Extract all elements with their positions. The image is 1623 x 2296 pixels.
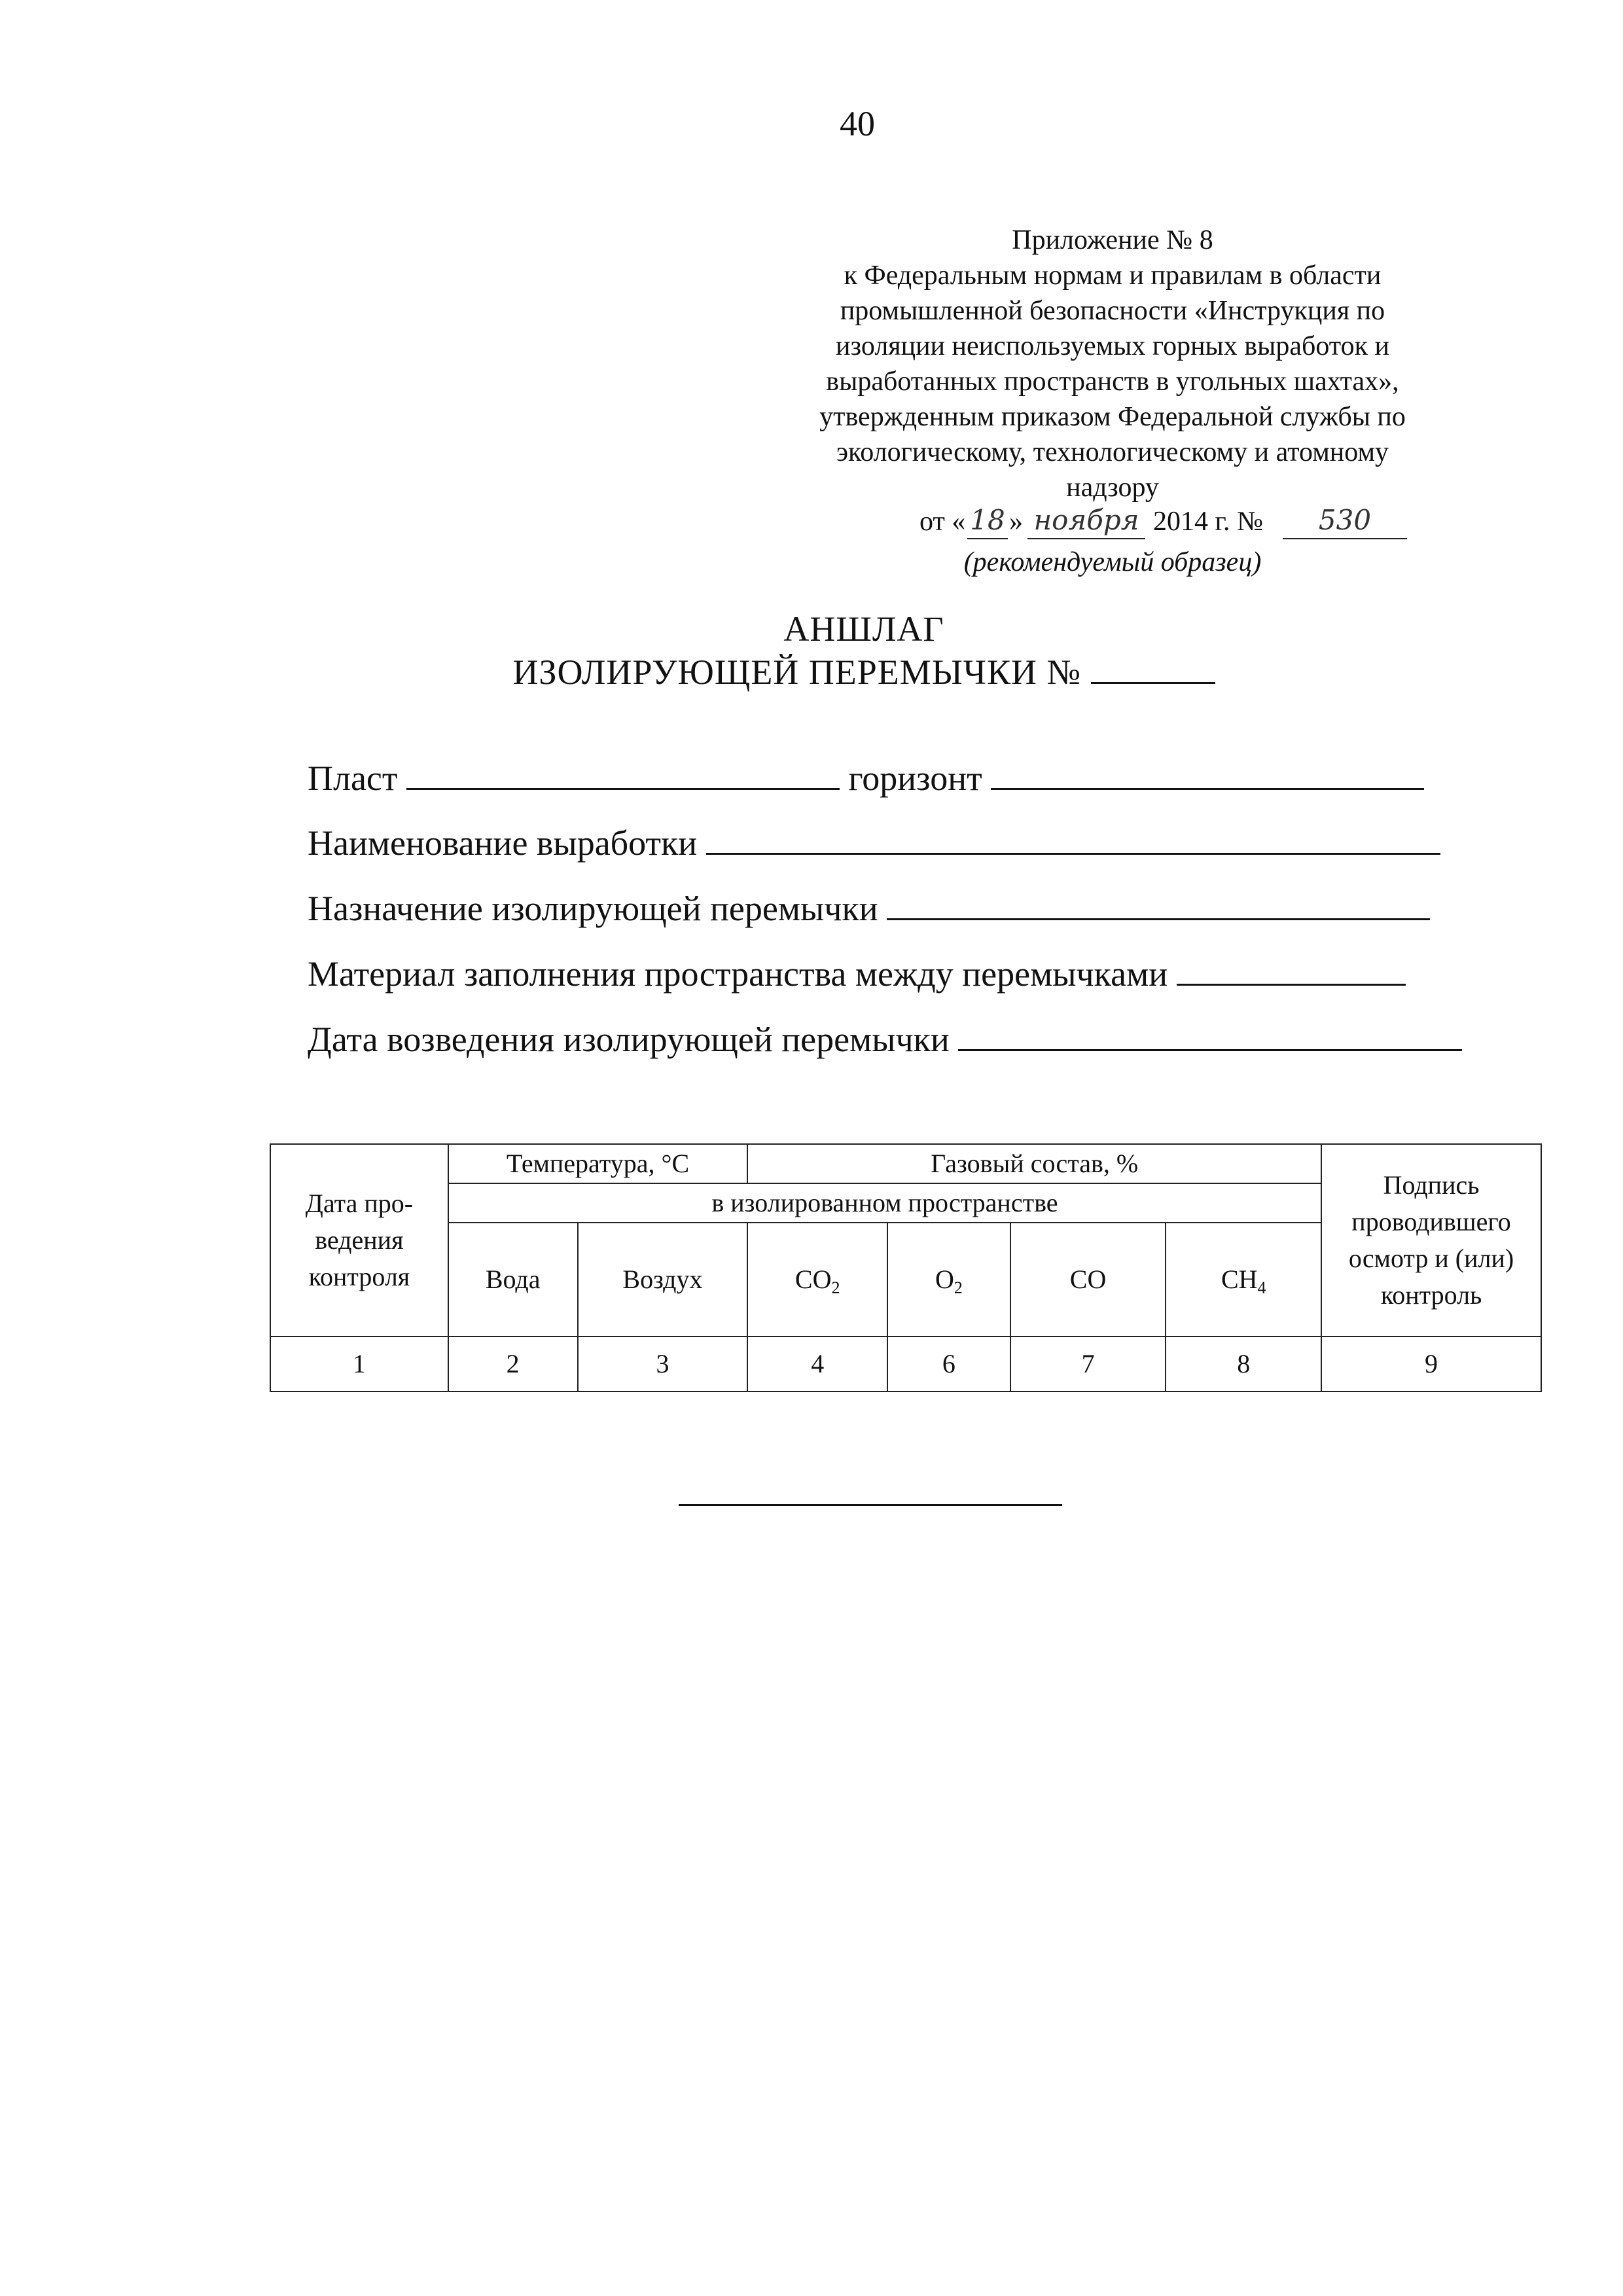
header-temperature: Температура, °С — [448, 1144, 748, 1183]
order-date-line — [818, 504, 1407, 545]
header-co2-sub: 2 — [831, 1278, 840, 1297]
document-subtitle-text: ИЗОЛИРУЮЩЕЙ ПЕРЕМЫЧКИ № — [512, 653, 1082, 692]
column-number: 8 — [1166, 1336, 1321, 1391]
header-air: Воздух — [578, 1223, 748, 1336]
column-number: 2 — [448, 1336, 578, 1391]
field-working-blank — [706, 823, 1440, 855]
header-co2 — [747, 1223, 887, 1336]
field-build-date-row — [308, 1019, 1462, 1060]
appendix-header — [818, 223, 1407, 580]
header-co2-text: CO — [794, 1265, 832, 1294]
date-mid: » — [1009, 507, 1023, 537]
sample-note: (рекомендуемый образец) — [963, 547, 1262, 577]
appendix-line: надзору — [1066, 473, 1159, 503]
column-number: 4 — [747, 1336, 887, 1391]
field-build-date-label: Дата возведения изолирующей перемычки — [308, 1020, 950, 1059]
page-number: 40 — [840, 104, 875, 143]
header-co: CO — [1010, 1223, 1166, 1336]
field-purpose-row — [308, 888, 1430, 929]
control-log-table — [270, 1143, 1542, 1392]
field-horizon-blank — [991, 758, 1424, 790]
document-title: АНШЛАГ — [783, 609, 944, 649]
header-isolated-space: в изолированном пространстве — [448, 1183, 1321, 1223]
appendix-line: экологическому, технологическому и атомному — [836, 437, 1389, 467]
header-ch4 — [1166, 1223, 1321, 1336]
field-purpose-blank — [887, 888, 1430, 920]
appendix-line: изоляции неиспользуемых горных выработок и — [836, 331, 1389, 361]
column-number: 1 — [270, 1336, 448, 1391]
field-fill-material-label: Материал заполнения пространства между перемычками — [308, 954, 1168, 994]
date-day: 18 — [967, 503, 1008, 539]
field-working-row — [308, 823, 1440, 863]
header-o2-text: O — [935, 1265, 954, 1294]
date-month: ноября — [1027, 503, 1145, 539]
field-layer-row — [308, 758, 1424, 798]
appendix-line: к Федеральным нормам и правилам в области — [844, 260, 1382, 291]
field-fill-material-row — [308, 954, 1406, 994]
header-gas-composition: Газовый состав, % — [747, 1144, 1321, 1183]
column-number-row — [270, 1336, 1541, 1391]
field-horizon-label: горизонт — [848, 759, 982, 798]
appendix-line: Приложение № 8 — [1012, 225, 1213, 255]
header-signature: Подпись проводившего осмотр и (или) контроль — [1321, 1144, 1541, 1336]
appendix-line: промышленной безопасности «Инструкция по — [840, 296, 1385, 326]
header-control-date: Дата про-ведения контроля — [270, 1144, 448, 1336]
document-subtitle — [0, 652, 1623, 692]
field-fill-material-blank — [1177, 954, 1406, 986]
closing-rule — [679, 1504, 1062, 1506]
header-ch4-sub: 4 — [1257, 1278, 1266, 1297]
appendix-line: утвержденным приказом Федеральной службы по — [819, 402, 1406, 432]
header-ch4-text: CH — [1221, 1265, 1258, 1294]
field-build-date-blank — [958, 1019, 1462, 1051]
column-number: 3 — [578, 1336, 748, 1391]
appendix-line: выработанных пространств в угольных шахтах», — [826, 367, 1399, 397]
field-layer-label: Пласт — [308, 759, 398, 798]
header-o2-sub: 2 — [954, 1278, 963, 1297]
header-o2 — [887, 1223, 1010, 1336]
date-year: 2014 г. № — [1153, 507, 1264, 537]
column-number: 6 — [887, 1336, 1010, 1391]
column-number: 7 — [1010, 1336, 1166, 1391]
field-working-label: Наименование выработки — [308, 823, 698, 863]
date-prefix: от « — [919, 507, 966, 537]
field-purpose-label: Назначение изолирующей перемычки — [308, 889, 878, 928]
order-number: 530 — [1283, 503, 1407, 539]
header-water: Вода — [448, 1223, 578, 1336]
field-layer-blank — [406, 758, 840, 790]
column-number: 9 — [1321, 1336, 1541, 1391]
blank-number-field — [1091, 653, 1215, 684]
